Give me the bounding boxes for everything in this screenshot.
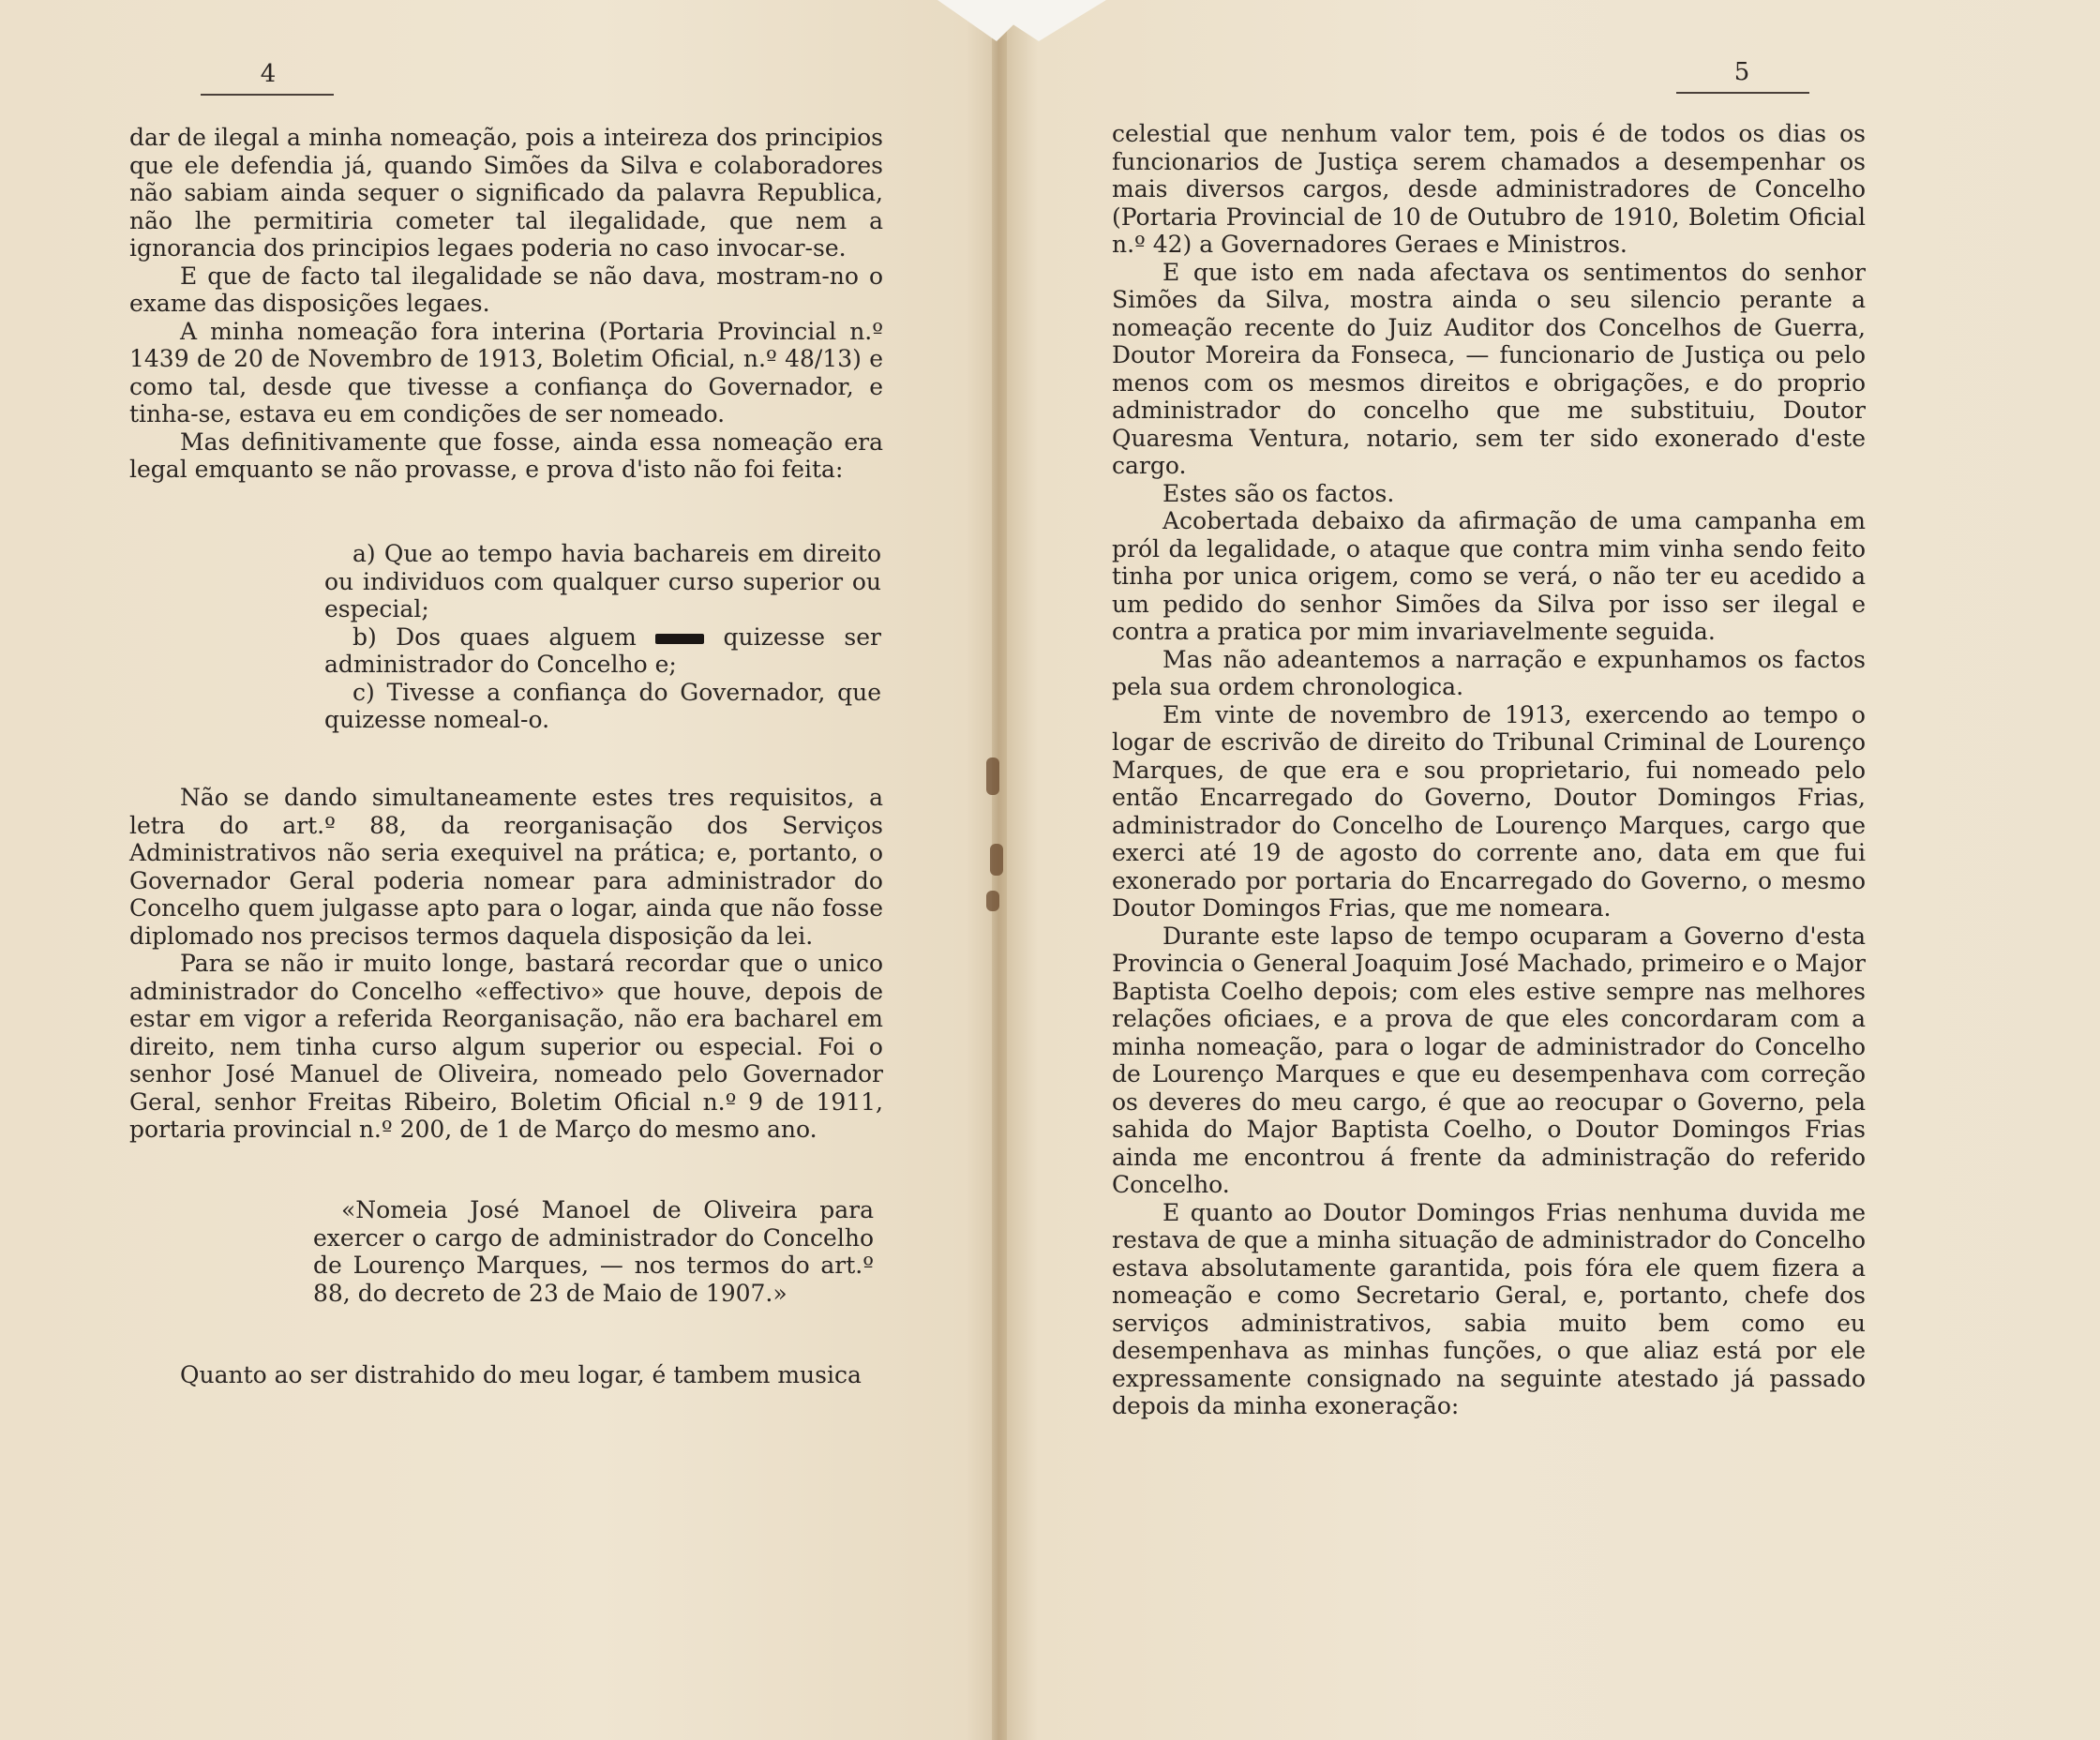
quote-text: «Nomeia José Manoel de Oliveira para exercer o cargo de administrador do Concelho de Lourenço Marques, — nos termos do art.º 88, do decreto de 23 de Maio de 1907.» bbox=[313, 1196, 874, 1307]
paragraph: A minha nomeação fora interina (Portaria Provincial n.º 1439 de 20 de Novembro de 1913, Boletim Oficial, n.º 48/13) e como tal, desde que tivesse a confiança do Governador, e tinha-se, estava eu em condições de ser nomeado. bbox=[129, 317, 883, 428]
left-text-middle bbox=[129, 784, 883, 1144]
list-item-text: quizesse ser administrador do Concelho e; bbox=[324, 622, 881, 678]
binding-stain bbox=[986, 891, 999, 911]
paragraph: E quanto ao Doutor Domingos Frias nenhuma duvida me restava de que a minha situação de administrador do Concelho estava absolutamente garantida, pois fóra ele quem fizera a nomeação e como Secretario Geral, e, portanto, chefe dos serviços administrativos, sabia muito bem como eu desempenhava as minhas funções, o que aliaz está por ele expressamente consignado na seguinte atestado já passado depois da minha exoneração: bbox=[1112, 1198, 1866, 1419]
left-text-bottom bbox=[129, 1361, 883, 1389]
quoted-decree bbox=[313, 1196, 874, 1307]
page-number: 5 bbox=[1733, 58, 1750, 86]
paragraph: Mas não adeantemos a narração e expunhamos os factos pela sua ordem chronologica. bbox=[1112, 645, 1866, 700]
list-item bbox=[324, 623, 881, 679]
paragraph: Acobertada debaixo da afirmação de uma campanha em pról da legalidade, o ataque que contra mim vinha sendo feito tinha por unica origem, como se verá, o não ter eu acedido a um pedido do senhor Simões da Silva por isso ser ilegal e contra a pratica por mim invariavelmente seguida. bbox=[1112, 507, 1866, 645]
paragraph: celestial que nenhum valor tem, pois é de todos os dias os funcionarios de Justiça serem chamados a desempenhar os mais diversos cargos, desde administradores de Concelho (Portaria Provincial de 10 de Outubro de 1910, Boletim Oficial n.º 42) a Governadores Geraes e Ministros. bbox=[1112, 120, 1866, 258]
paragraph: Mas definitivamente que fosse, ainda essa nomeação era legal emquanto se não provasse, e prova d'isto não foi feita: bbox=[129, 428, 883, 483]
paragraph: dar de ilegal a minha nomeação, pois a inteireza dos principios que ele defendia já, quando Simões da Silva e colaboradores não sabiam ainda sequer o significado da palavra Republica, não lhe permitiria cometer tal ilegalidade, que nem a ignorancia dos principios legaes poderia no caso invocar-se. bbox=[129, 124, 883, 262]
binding-stain bbox=[986, 758, 999, 795]
paragraph: E que de facto tal ilegalidade se não dava, mostram-no o exame das disposições legaes. bbox=[129, 262, 883, 317]
paragraph: Quanto ao ser distrahido do meu logar, é tambem musica bbox=[180, 1361, 862, 1388]
list-item: a) Que ao tempo havia bachareis em direito ou individuos com qualquer curso superior ou especial; bbox=[324, 540, 881, 622]
list-item-text: b) Dos quaes alguem bbox=[352, 622, 637, 651]
list-item: c) Tivesse a confiança do Governador, que quizesse nomeal-o. bbox=[324, 678, 881, 733]
redaction-mark bbox=[655, 634, 704, 644]
page-number: 4 bbox=[260, 60, 277, 88]
binding-stain bbox=[990, 844, 1003, 876]
page-number-rule bbox=[201, 94, 334, 96]
paragraph: E que isto em nada afectava os sentimentos do senhor Simões da Silva, mostra ainda o seu silencio perante a nomeação recente do Juiz Auditor dos Concelhos de Guerra, Doutor Moreira da Fonseca, — funcionario de Justiça ou pelo menos com os mesmos direitos e obrigações, e do proprio administrador do concelho que me substituiu, Doutor Quaresma Ventura, notario, sem ter sido exonerado d'este cargo. bbox=[1112, 258, 1866, 479]
paragraph: Não se dando simultaneamente estes tres requisitos, a letra do art.º 88, da reorganisação dos Serviços Administrativos não seria exequivel na prática; e, portanto, o Governador Geral poderia nomear para administrador do Concelho quem julgasse apto para o logar, ainda que não fosse diplomado nos precisos termos daquela disposição da lei. bbox=[129, 784, 883, 950]
page-number-rule bbox=[1676, 92, 1809, 94]
paragraph: Durante este lapso de tempo ocuparam a Governo d'esta Provincia o General Joaquim José Machado, primeiro e o Major Baptista Coelho depois; com eles estive sempre nas melhores relações oficiaes, e a prova de que eles concordaram com a minha nomeação, para o logar de administrador do Concelho de Lourenço Marques e que eu desempenhava com correção os deveres do meu cargo, é que ao reocupar o Governo, pela sahida do Major Baptista Coelho, o Doutor Domingos Frias ainda me encontrou á frente da administração do referido Concelho. bbox=[1112, 922, 1866, 1198]
paragraph: Para se não ir muito longe, bastará recordar que o unico administrador do Concelho «effectivo» que houve, depois de estar em vigor a referida Reorganisação, não era bacharel em direito, nem tinha curso algum superior ou especial. Foi o senhor José Manuel de Oliveira, nomeado pelo Governador Geral, senhor Freitas Ribeiro, Boletim Oficial n.º 9 de 1911, portaria provincial n.º 200, de 1 de Março do mesmo ano. bbox=[129, 950, 883, 1143]
paragraph: Estes são os factos. bbox=[1162, 479, 1395, 507]
right-text bbox=[1112, 120, 1866, 1420]
requirements-list bbox=[324, 540, 881, 734]
left-text-top bbox=[129, 124, 883, 484]
paragraph: Em vinte de novembro de 1913, exercendo ao tempo o logar de escrivão de direito do Tribunal Criminal de Lourenço Marques, de que era e sou proprietario, fui nomeado pelo então Encarregado do Governo, Doutor Domingos Frias, administrador do Concelho de Lourenço Marques, cargo que exerci até 19 de agosto do corrente ano, data em que fui exonerado por portaria do Encarregado do Governo, o mesmo Doutor Domingos Frias, que me nomeara. bbox=[1112, 700, 1866, 922]
